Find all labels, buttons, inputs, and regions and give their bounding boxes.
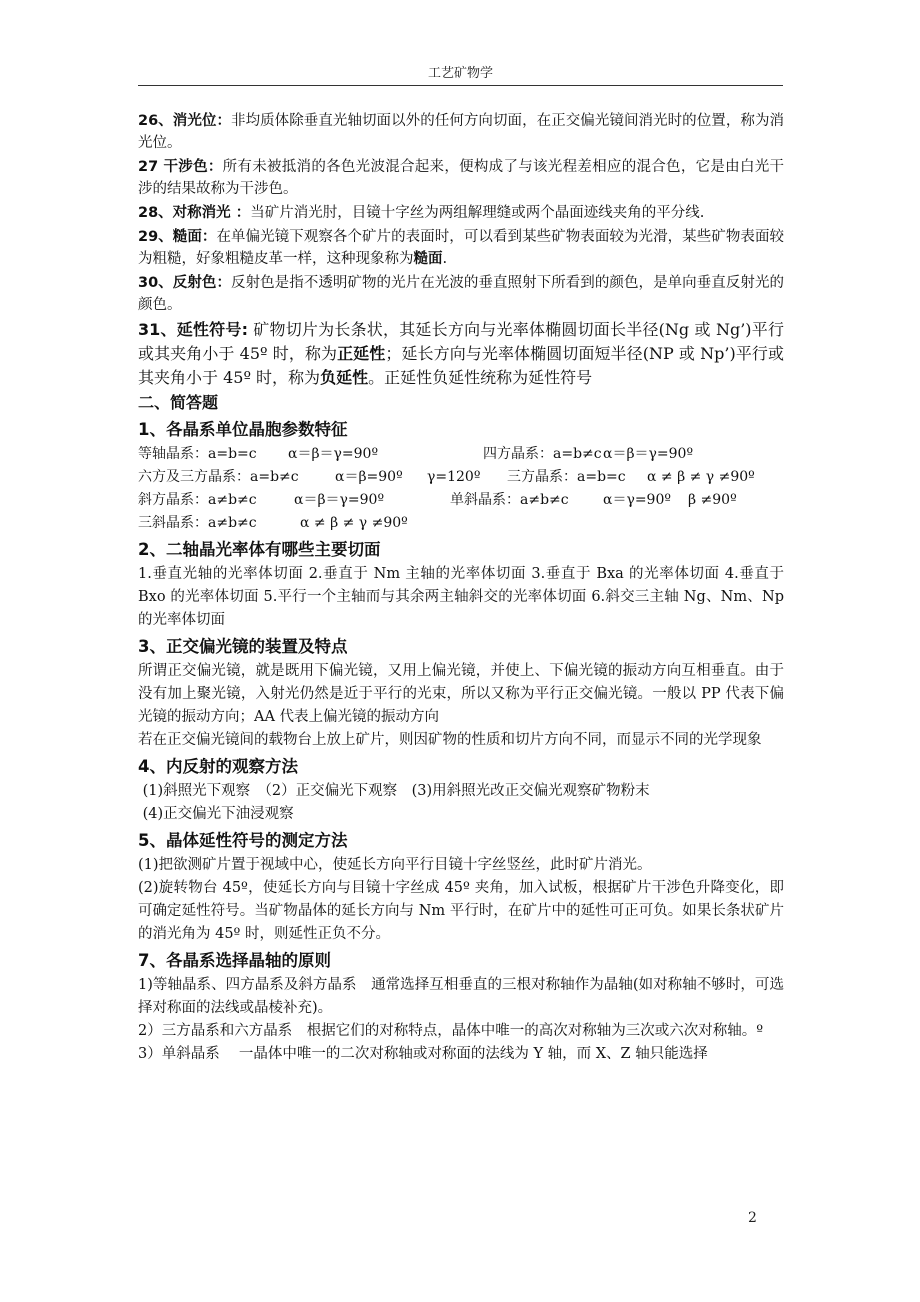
definition-31-part3: 。正延性负延性统称为延性符号: [368, 368, 593, 387]
term-27: 27 干涉色：: [138, 159, 223, 175]
definition-30-text: 反射色是指不透明矿物的光片在光波的垂直照射下所看到的颜色，是单向垂直反射光的颜色。: [138, 275, 785, 313]
cell: α＝γ=90º: [603, 492, 671, 508]
definition-29-bold: 糙面: [413, 251, 443, 267]
running-header: 工艺矿物学: [427, 66, 493, 81]
term-29: 29、糙面：: [138, 229, 217, 245]
cell: β ≠90º: [688, 492, 737, 508]
question-3-title: 3、正交偏光镜的装置及特点: [138, 637, 348, 656]
question-5-para-1: (1)把欲测矿片置于视域中心，使延长方向平行目镜十字丝竖丝，此时矿片消光。: [138, 857, 652, 873]
page-content: [138, 110, 784, 1066]
term-28: 28、对称消光 ：: [138, 205, 251, 221]
cell: γ=120º: [427, 469, 481, 485]
cell: 等轴晶系：a=b=c: [138, 446, 257, 462]
question-4-line-1: (1)斜照光下观察 （2）正交偏光下观察 (3)用斜照光改正交偏光观察矿物粉末: [138, 783, 650, 799]
question-3-para-1: 所谓正交偏光镜，就是既用下偏光镜，又用上偏光镜，并使上、下偏光镜的振动方向互相垂直。由于没有加上聚光镜，入射光仍然是近于平行的光束，所以又称为平行正交偏光镜。一般以 PP 代表下偏光镜的振动方向；AA 代表上偏光镜的振动方向: [138, 663, 784, 725]
term-31: 31、延性符号:: [138, 320, 248, 339]
term-26: 26、消光位：: [138, 113, 232, 129]
crystal-row-3: [138, 489, 784, 512]
definition-29-tail: .: [442, 251, 448, 267]
question-7-title: 7、各晶系选择晶轴的原则: [138, 951, 331, 970]
definition-31-part1: 矿物切片为长条状，其延长方向与光率体椭圆切面长半径(Ng 或 Ng’)平行或其夹角小于 45º 时，称为: [138, 320, 784, 363]
question-2-text: 1.垂直光轴的光率体切面 2.垂直于 Nm 主轴的光率体切面 3.垂直于 Bxa 的光率体切面 4.垂直于 Bxo 的光率体切面 5.平行一个主轴而与其余两主轴斜交的光率体切面 6.斜交三主轴 Ng、Nm、Np 的光率体切面: [138, 566, 784, 628]
cell: α＝β=90º: [335, 469, 403, 485]
cell: α＝β＝γ=90º: [288, 446, 379, 462]
header-rule: [138, 85, 783, 86]
question-7-para-1: 1)等轴晶系、四方晶系及斜方晶系 通常选择互相垂直的三根对称轴作为晶轴(如对称轴不够时，可选择对称面的法线或晶棱补充)。: [138, 977, 784, 1016]
question-2-title: 2、二轴晶光率体有哪些主要切面: [138, 540, 381, 559]
definition-27-text: 所有未被抵消的各色光波混合起来，便构成了与该光程差相应的混合色，它是由白光干涉的结果故称为干涉色。: [138, 159, 785, 197]
definition-31-bold2: 负延性: [320, 368, 369, 387]
crystal-row-2: [138, 466, 784, 489]
definition-28-text: 当矿片消光肘，目镜十字丝为两组解理缝或两个晶面迹线夹角的平分线.: [250, 205, 705, 221]
cell: 斜方晶系：a≠b≠c: [138, 492, 257, 508]
cell: α＝β＝γ=90º: [603, 446, 694, 462]
definition-26-text: 非均质体除垂直光轴切面以外的任何方向切面，在正交偏光镜间消光时的位置，称为消光位。: [138, 113, 785, 151]
page-number: 2: [748, 1210, 757, 1226]
cell: 三方晶系：a=b=c: [507, 469, 626, 485]
question-3-para-2: 若在正交偏光镜间的载物台上放上矿片，则因矿物的性质和切片方向不同，而显示不同的光学现象: [138, 732, 762, 748]
cell: α＝β＝γ=90º: [294, 492, 385, 508]
question-7-para-3: 3）单斜晶系 一晶体中唯一的二次对称轴或对称面的法线为 Y 轴，而 X、Z 轴只能选择: [138, 1046, 708, 1062]
question-5-title: 5、晶体延性符号的测定方法: [138, 831, 348, 850]
definition-31-bold1: 正延性: [337, 344, 386, 363]
definition-26: [138, 110, 784, 154]
crystal-row-1: [138, 443, 784, 466]
definition-31-part2: ；延长方向与光率体椭圆切面短半径(NP 或 Np’)平行或其夹角小于 45º 时，称为: [138, 344, 784, 387]
question-7-para-2: 2）三方晶系和六方晶系 根据它们的对称特点，晶体中唯一的高次对称轴为三次或六次对称轴。º: [138, 1023, 764, 1039]
term-30: 30、反射色：: [138, 275, 232, 291]
cell: α ≠ β ≠ γ ≠90º: [647, 469, 755, 485]
definition-27: [138, 156, 784, 200]
definition-29-text: 在单偏光镜下观察各个矿片的表面时，可以看到某些矿物表面较为光滑，某些矿物表面较为粗糙，好象粗糙皮革一样，这种现象称为: [138, 229, 784, 267]
cell: 六方及三方晶系：a=b≠c: [138, 469, 299, 485]
question-4-line-2: (4)正交偏光下油浸观察: [138, 806, 294, 822]
section-heading: 二、简答题: [138, 393, 219, 412]
cell: 四方晶系：a=b≠c: [483, 446, 602, 462]
question-5-para-2: (2)旋转物台 45º，使延长方向与目镜十字丝成 45º 夹角，加入试板，根据矿片干涉色升降变化，即可确定延性符号。当矿物晶体的延长方向与 Nm 平行时，在矿片中的延性可正可负。如果长条状矿片的消光角为 45º 时，则延性正负不分。: [138, 880, 784, 942]
definition-31: [138, 318, 784, 390]
definition-29: [138, 226, 784, 270]
question-4-title: 4、内反射的观察方法: [138, 757, 298, 776]
definition-28: [138, 202, 784, 224]
question-1-title: 1、各晶系单位晶胞参数特征: [138, 420, 348, 439]
definition-30: [138, 272, 784, 316]
cell: 三斜晶系：a≠b≠c: [138, 515, 257, 531]
cell: α ≠ β ≠ γ ≠90º: [300, 515, 408, 531]
cell: 单斜晶系：a≠b≠c: [450, 492, 569, 508]
crystal-row-4: [138, 512, 784, 535]
